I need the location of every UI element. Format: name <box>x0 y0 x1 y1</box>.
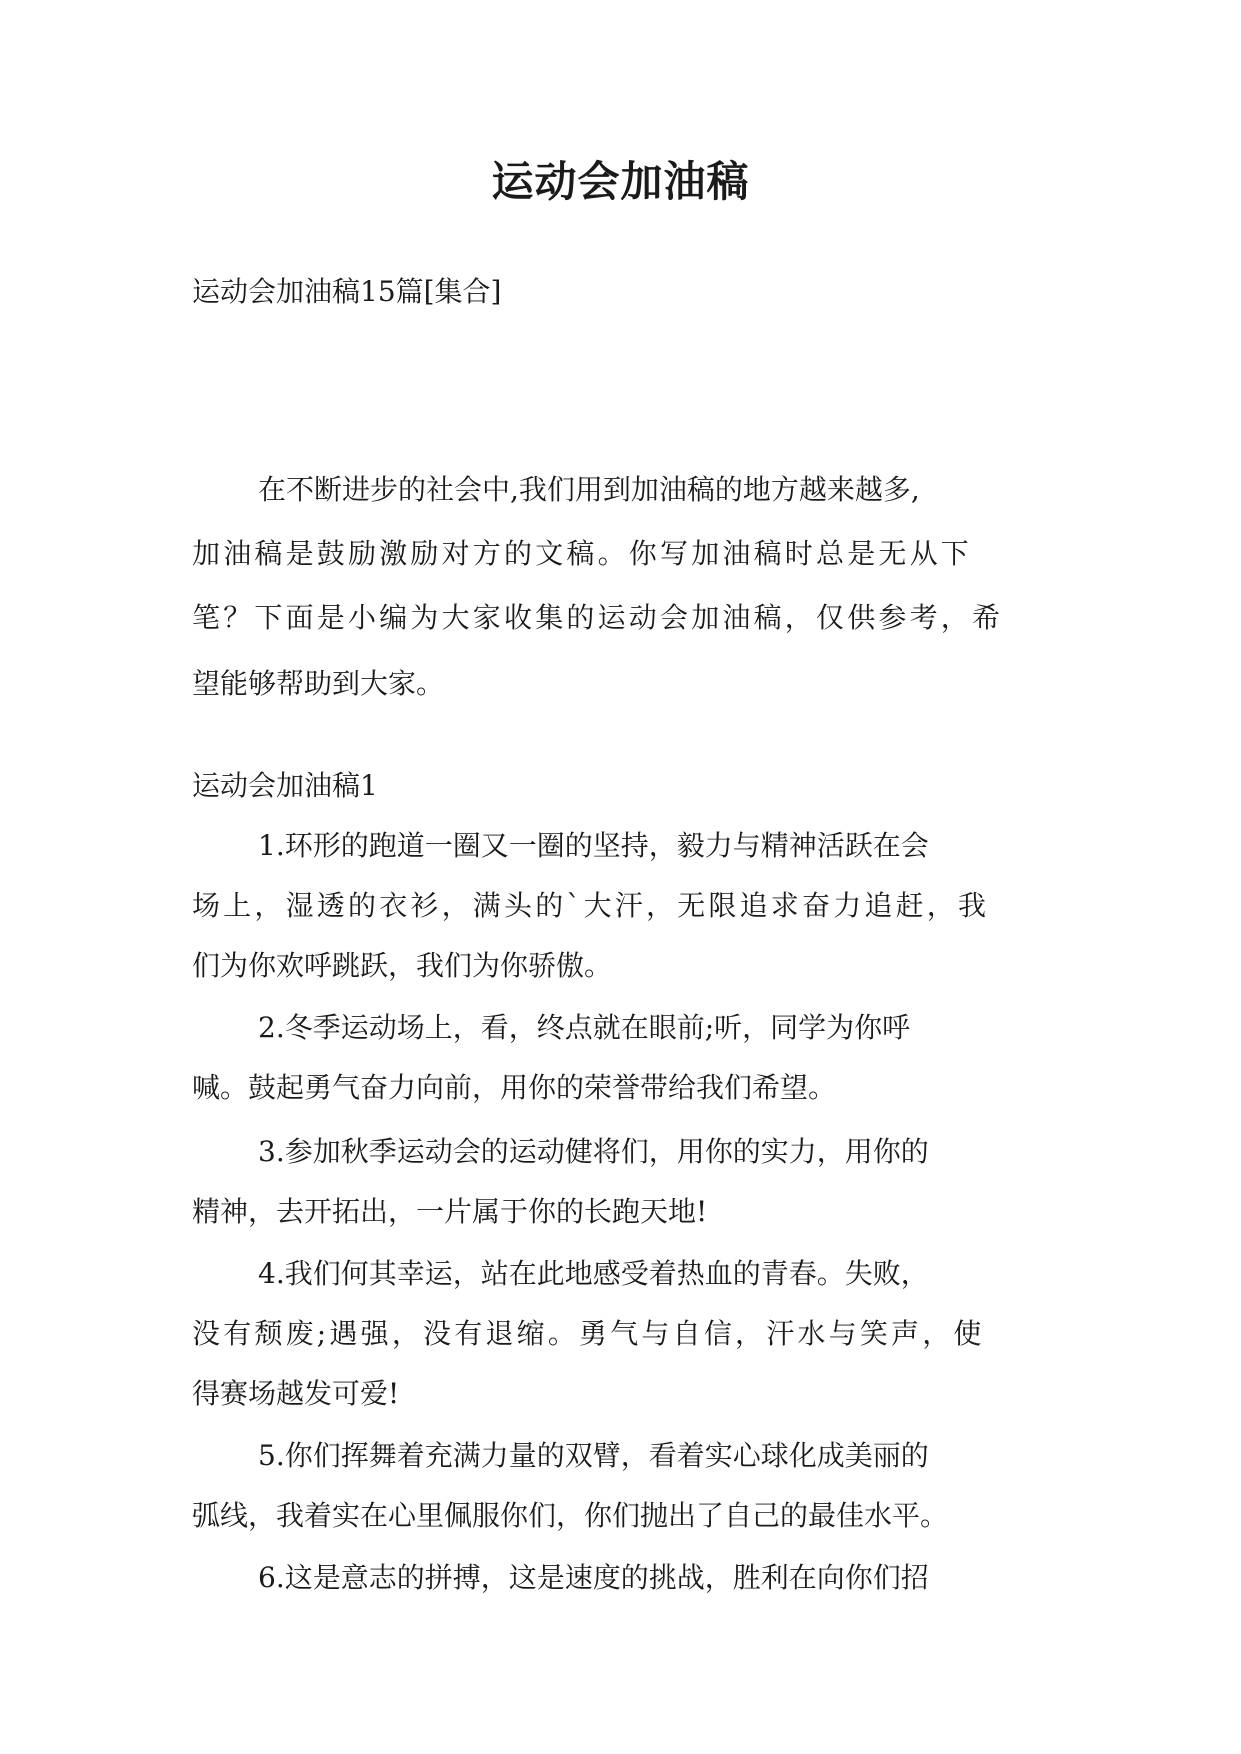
item-line: 没有颓废;遇强，没有退缩。勇气与自信，汗水与笑声，使 <box>192 1317 985 1350</box>
item-line: 5.你们挥舞着充满力量的双臂，看着实心球化成美丽的 <box>258 1439 929 1472</box>
item-line: 3.参加秋季运动会的运动健将们，用你的实力，用你的 <box>258 1135 929 1168</box>
item-line: 弧线，我着实在心里佩服你们，你们抛出了自己的最佳水平。 <box>192 1499 949 1532</box>
item-line: 4.我们何其幸运，站在此地感受着热血的青春。失败， <box>258 1257 929 1290</box>
item-line: 精神，去开拓出，一片属于你的长跑天地! <box>192 1195 708 1228</box>
intro-line: 望能够帮助到大家。 <box>192 667 445 700</box>
document-subtitle: 运动会加油稿15篇[集合] <box>192 275 502 308</box>
item-line: 2.冬季运动场上，看，终点就在眼前;听，同学为你呼 <box>258 1011 911 1044</box>
intro-line: 笔？下面是小编为大家收集的运动会加油稿，仅供参考，希 <box>192 601 1004 634</box>
item-line: 得赛场越发可爱! <box>192 1377 400 1410</box>
document-title: 运动会加油稿 <box>491 157 750 206</box>
section-heading: 运动会加油稿1 <box>192 769 378 802</box>
item-line: 喊。鼓起勇气奋力向前，用你的荣誉带给我们希望。 <box>192 1071 837 1104</box>
item-line: 6.这是意志的拼搏，这是速度的挑战，胜利在向你们招 <box>258 1561 929 1594</box>
intro-line: 在不断进步的社会中,我们用到加油稿的地方越来越多, <box>258 473 920 506</box>
intro-line: 加油稿是鼓励激励对方的文稿。你写加油稿时总是无从下 <box>192 537 973 570</box>
item-line: 场上，湿透的衣衫，满头的`大汗，无限追求奋力追赶，我 <box>192 889 990 922</box>
item-line: 们为你欢呼跳跃，我们为你骄傲。 <box>192 949 613 982</box>
item-line: 1.环形的跑道一圈又一圈的坚持，毅力与精神活跃在会 <box>258 829 929 862</box>
